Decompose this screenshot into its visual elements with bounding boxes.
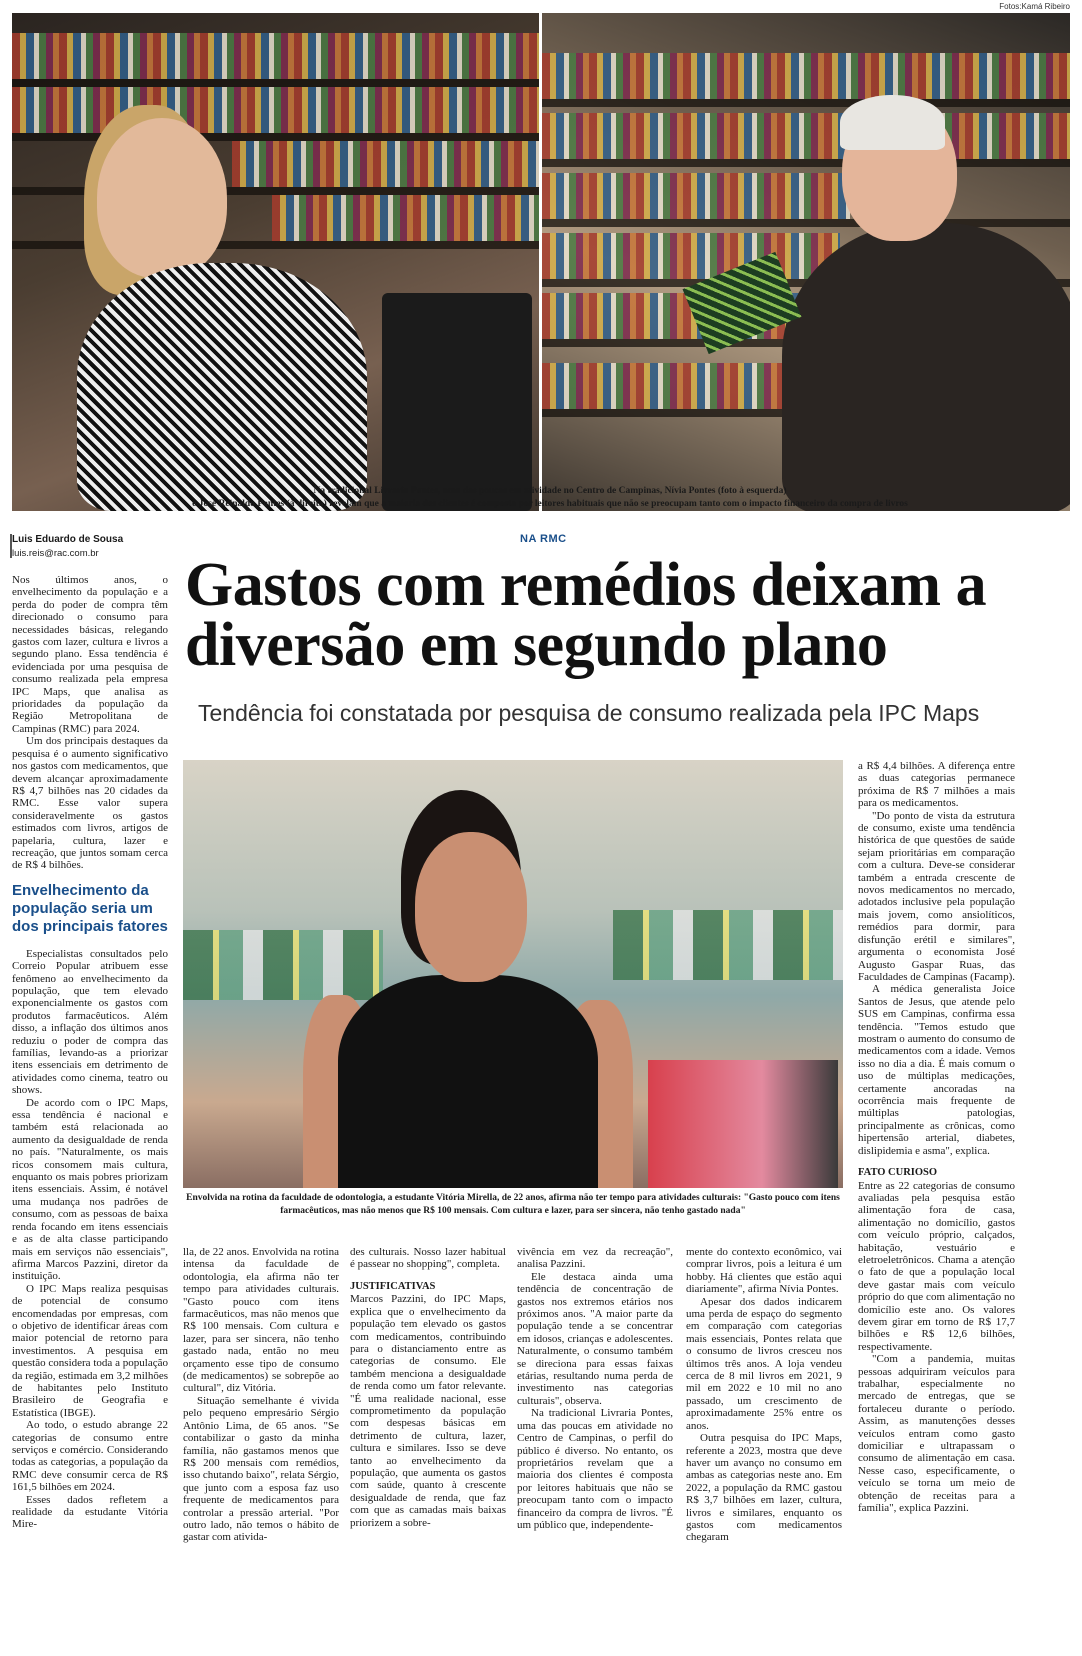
- paragraph: vivência em vez da recreação", analisa Pazzini.: [517, 1246, 673, 1271]
- paragraph: "Do ponto de vista da estrutura de consumo, existe uma tendência histórica de que questões de saúde sejam prioritárias em comparação com a cultura. Deve-se considerar também a entrada crescente de novos medicamentos no mercado, adotados inclusive pela população mais jovem, como ansiolíticos, remédios para dormir, para disfunção erétil e similares", argumenta o economista José Augusto Gaspar Ruas, das Faculdades de Campinas (Facamp).: [858, 809, 1016, 983]
- subhead: Envelhecimento da população seria um dos principais fatores: [12, 881, 168, 935]
- paragraph: Outra pesquisa do IPC Maps, referente a 2023, mostra que deve haver um avanço no consumo em ambas as categorias neste ano. Em 2022, a população da RMC gastou R$ 3,7 bilhões em lazer, cultura, livros e similares, enquanto os gastos com medicamentos chegaram: [686, 1432, 842, 1544]
- paragraph: A médica generalista Joice Santos de Jesus, que atende pelo SUS em Campinas, confirma essa tendência. "Temos estudo que mostram o aumento do consumo de medicamentos com a idade. Vemos isso no dia a dia. É mais comum o uso de múltiplas medicações, certamente ancoradas na ocorrência mais frequente de múltiplas patologias, principalmente as crônicas, como hipertensão arterial, diabetes, dislipidemia e asma", explica.: [858, 983, 1015, 1157]
- paragraph: Apesar dos dados indicarem uma perda de espaço do segmento em comparação com categorias mais essenciais, Pontes relata que o consumo de livros cresceu nos últimos três anos. A loja vendeu cerca de 8 mil livros em 2021, 9 mil em 2022 e 10 mil no ano passado, um crescimento de aproximadamente 25% entre os anos.: [686, 1295, 842, 1432]
- paragraph: mente do contexto econômico, vai comprar livros, pois a leitura é um hobby. Há clientes que estão aqui diariamente", afirma Nívia Pontes.: [686, 1246, 842, 1296]
- paragraph: Um dos principais destaques da pesquisa é o aumento significativo nos gastos com medicamentos, que devem alcançar aproximadamente R$ 4,7 bilhões nas 20 cidades da RMC. Esse valor supera consideravelmente os gastos estimados com livros, artigos de papelaria, cultura, lazer e recreação, que juntos somam cerca de R$ 4 bilhões.: [12, 735, 168, 872]
- paragraph: des culturais. Nosso lazer habitual é passear no shopping", completa.: [350, 1246, 506, 1271]
- headline: Gastos com remédios deixam a diversão em segundo plano: [185, 551, 987, 679]
- article-column-1: [12, 574, 168, 1531]
- paragraph: Especialistas consultados pelo Correio Popular atribuem esse fenômeno ao envelhecimento da população, que tem elevado exponencialmente os gastos com produtos farmacêuticos. Além disso, a inflação dos últimos anos reduziu o poder de compra das famílias, levando-as a priorizar itens essenciais em detrimento de atividades como cinema, teatro ou shows.: [12, 947, 168, 1097]
- article-column-6: [858, 760, 1015, 1514]
- subhead: FATO CURIOSO: [858, 1167, 938, 1178]
- paragraph: O IPC Maps realiza pesquisas de potencial de consumo encomendadas por empresas, com o objetivo de identificar áreas com maior potencial de retorno para investimentos. A pesquisa em questão considera toda a população da região, estimada em 3,2 milhões de habitantes pelo Instituto Brasileiro de Geografia e Estatística (IBGE).: [12, 1282, 168, 1419]
- mid-photo-caption: Envolvida na rotina da faculdade de odontologia, a estudante Vitória Mirella, de 22 anos, afirma não ter tempo para atividades culturais: "Gasto pouco com itens farmacêuticos, mas não menos que R$ 100 mensais. Com cultura e lazer, para ser sincera, não tenho gastado nada": [186, 1193, 840, 1216]
- top-photo-pair: [12, 13, 1070, 511]
- paragraph: "Com a pandemia, muitas pessoas adquiriram veículos para trabalhar, especialmente no mercado de entregas, que se fortaleceu durante o período. Assim, as manutenções desses veículos entram como gasto domiciliar e ultrapassam o consumo de alimentação em casa. Nesse caso, especificamente, o veículo se torna um meio de obtenção de receitas para a família", explica Pazzini.: [858, 1353, 1015, 1515]
- paragraph: Ele destaca ainda uma tendência de concentração de gastos nos extremos etários nos próximos anos. "A maior parte da população tende a se concentrar em idosos, crianças e adolescentes. Naturalmente, o consumo também se direciona para essas faixas etárias, resultando numa perda de investimento nas categorias culturais", observa.: [517, 1270, 673, 1407]
- article-column-5: [686, 1246, 842, 1544]
- photo-bookstore-jose: [542, 13, 1070, 511]
- article-column-3: [350, 1246, 506, 1529]
- paragraph: Ao todo, o estudo abrange 22 categorias de consumo entre serviços e comércio. Considerando todas as categorias, a população da RMC deve consumir cerca de R$ 161,5 bilhões em 2024.: [12, 1419, 168, 1494]
- article-column-4: [517, 1246, 673, 1531]
- subheadline: Tendência foi constatada por pesquisa de consumo realizada pela IPC Maps: [198, 700, 980, 726]
- paragraph: Entre as 22 categorias de consumo avaliadas pela pesquisa estão alimentação fora de casa, alimentação no domicílio, gastos com veículo próprio, calçados, habitação, vestuário e eletroeletrônicos. Chama a atenção o fato de que a população local deve gastar mais com veículo próprio do que com alimentação no domicílio este ano. Os valores devem girar em torno de R$ 17,7 bilhões e R$ 12,6 bilhões, respectivamente.: [858, 1179, 1015, 1353]
- paragraph: De acordo com o IPC Maps, essa tendência é nacional e também está relacionada ao aumento da desigualdade de renda no país. "Naturalmente, os mais ricos consomem mais cultura, enquanto os mais pobres priorizam itens essenciais. Assim, é notável uma mudança nos padrões de consumo, com as pessoas de baixa renda focando em itens essenciais e as de alta classe participando mais em serviços não essenciais", afirma Marcos Pazzini, diretor da instituição.: [12, 1096, 168, 1283]
- paragraph: lla, de 22 anos. Envolvida na rotina intensa da faculdade de odontologia, ela afirma não ter tempo para atividades culturais. "Gasto pouco com itens farmacêuticos, mas não menos que R$ 100 mensais. Com cultura e lazer, para ser sincera, não tenho gastado nada, então no meu orçamento esse tipo de consumo (de medicamentos) se sobrepõe ao cultural", diz Vitória.: [183, 1246, 339, 1395]
- paragraph: Na tradicional Livraria Pontes, uma das poucas em atividade no Centro de Campinas, o perfil do público é diverso. No entanto, os proprietários revelam que a maioria dos clientes é composta por leitores habituais que não se preocupam tanto com o impacto financeiro da compra de livros. "É um público que, independente-: [517, 1407, 673, 1531]
- paragraph: Esses dados refletem a realidade da estudante Vitória Mire-: [12, 1493, 168, 1531]
- top-photo-caption: [100, 485, 1000, 511]
- photo-student-pharmacy: [183, 760, 843, 1188]
- section-tag: NA RMC: [520, 533, 567, 545]
- author-name: Luis Eduardo de Sousa: [12, 534, 124, 545]
- photo-bookstore-nivia: [12, 13, 539, 511]
- paragraph: Marcos Pazzini, do IPC Maps, explica que o envelhecimento da população tem elevado os gastos com medicamentos, contribuindo para o distanciamento entre as categorias de consumo. Ele também menciona a desigualdade de renda como um fator relevante. "É uma realidade nacional, esse comprometimento da população com despesas básicas em detrimento de cultura, lazer, cultura e similares. Isso se deve tanto ao envelhecimento da população, que aumenta os gastos com saúde, quanto à crescente desigualdade de renda, que faz com que as camadas mais baixas priorizem a sobre-: [350, 1293, 506, 1529]
- paragraph: Nos últimos anos, o envelhecimento da população e a perda do poder de compra têm direcionado o consumo para necessidades básicas, relegando gastos com lazer, cultura e livros a segundo plano. Essa tendência é evidenciada por uma pesquisa de consumo realizada pela empresa IPC Maps, que analisa as prioridades da população da Região Metropolitana de Campinas (RMC) para 2024.: [12, 574, 168, 735]
- photo-credit: Fotos:Kamá Ribeiro: [999, 2, 1070, 11]
- article-column-2: [183, 1246, 339, 1544]
- author-email: luis.reis@rac.com.br: [12, 548, 99, 559]
- paragraph: Situação semelhante é vivida pelo pequeno empresário Sérgio Antônio Lima, de 65 anos. "Se contabilizar o gasto da minha família, não gastamos menos que R$ 200 mensais com remédios, isso chutando baixo", relata Sérgio, que junto com a esposa faz uso frequente de medicamentos para controlar a pressão arterial. "Por outro lado, não temos o hábito de gastar com ativida-: [183, 1394, 339, 1544]
- subhead: JUSTIFICATIVAS: [350, 1280, 436, 1292]
- paragraph: a R$ 4,4 bilhões. A diferença entre as duas categorias permanece próxima de R$ 7 milhões a mais para os medicamentos.: [858, 760, 1015, 810]
- caption-line: e José Reinaldo Pontes (à direita) revelam que a maioria dos clientes é composta por leitores habituais que não se preocupam tanto com o impacto financeiro da compra de livros: [192, 499, 908, 509]
- caption-line: Na tradicional Livraria Pontes, uma das poucas em atividade no Centro de Campinas, Nívia Pontes (foto à esquerda): [313, 486, 787, 496]
